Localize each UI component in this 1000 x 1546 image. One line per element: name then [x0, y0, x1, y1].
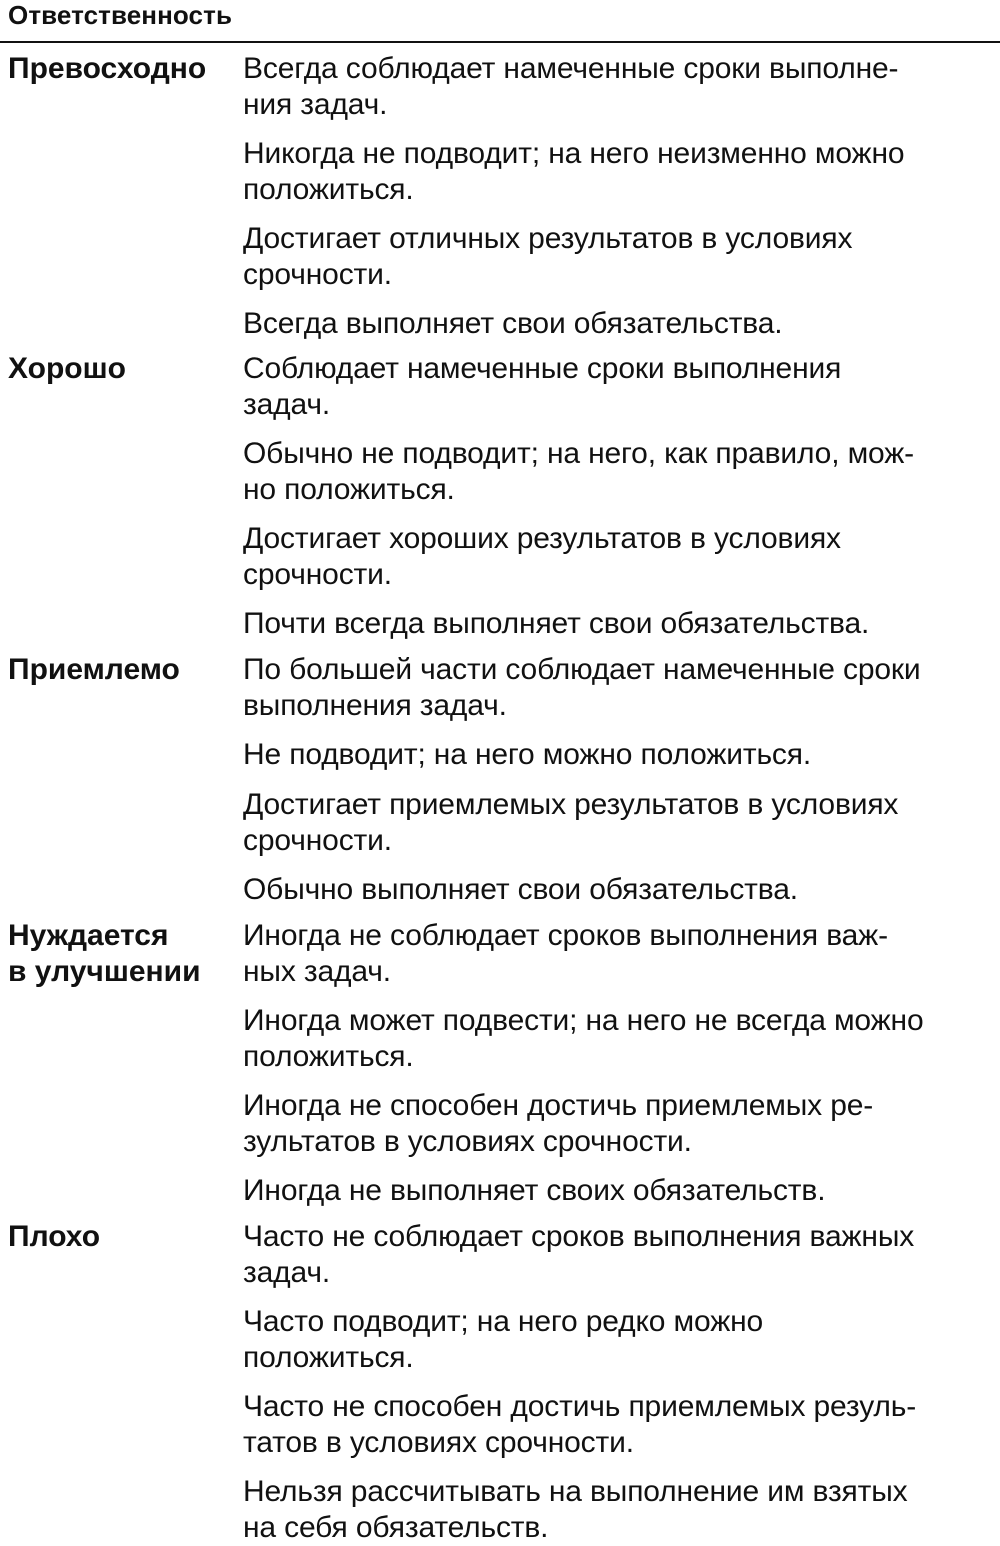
description-excellent-4: Всегда выполняет свои обязательства. [243, 307, 783, 340]
description-acceptable-4: Обычно выполняет свои обязательства. [243, 873, 798, 906]
description-poor-2: Часто подводит; на него редко можно положиться. [243, 1305, 764, 1374]
description-needs-improvement-2: Иногда может подвести; на него не всегда можно положиться. [243, 1004, 924, 1073]
description-needs-improvement-1: Иногда не соблюдает сроков выполнения важ- ных задач. [243, 919, 888, 988]
rating-label-good: Хорошо [8, 352, 126, 385]
description-poor-3: Часто не способен достичь приемлемых резуль- татов в условиях срочности. [243, 1390, 917, 1459]
rating-label-excellent: Превосходно [8, 52, 207, 85]
description-acceptable-1: По большей части соблюдает намеченные сроки выполнения задач. [243, 653, 921, 722]
description-acceptable-2: Не подводит; на него можно положиться. [243, 738, 812, 771]
description-poor-1: Часто не соблюдает сроков выполнения важных задач. [243, 1220, 915, 1289]
description-needs-improvement-4: Иногда не выполняет своих обязательств. [243, 1174, 826, 1207]
description-excellent-3: Достигает отличных результатов в условиях срочности. [243, 222, 853, 291]
description-excellent-1: Всегда соблюдает намеченные сроки выполне- ния задач. [243, 52, 899, 121]
rating-label-acceptable: Приемлемо [8, 653, 180, 686]
header-rule [0, 41, 1000, 43]
table-title: Ответственность [8, 0, 233, 30]
description-good-1: Соблюдает намеченные сроки выполнения задач. [243, 352, 842, 421]
description-acceptable-3: Достигает приемлемых результатов в условиях срочности. [243, 788, 899, 857]
description-excellent-2: Никогда не подводит; на него неизменно можно положиться. [243, 137, 905, 206]
description-poor-4: Нельзя рассчитывать на выполнение им взятых на себя обязательств. [243, 1475, 908, 1544]
rating-label-needs-improvement: Нуждается в улучшении [8, 919, 201, 988]
rating-label-poor: Плохо [8, 1220, 101, 1253]
description-needs-improvement-3: Иногда не способен достичь приемлемых ре- зультатов в условиях срочности. [243, 1089, 874, 1158]
description-good-3: Достигает хороших результатов в условиях срочности. [243, 522, 841, 591]
description-good-2: Обычно не подводит; на него, как правило, мож- но положиться. [243, 437, 915, 506]
description-good-4: Почти всегда выполняет свои обязательства. [243, 607, 870, 640]
